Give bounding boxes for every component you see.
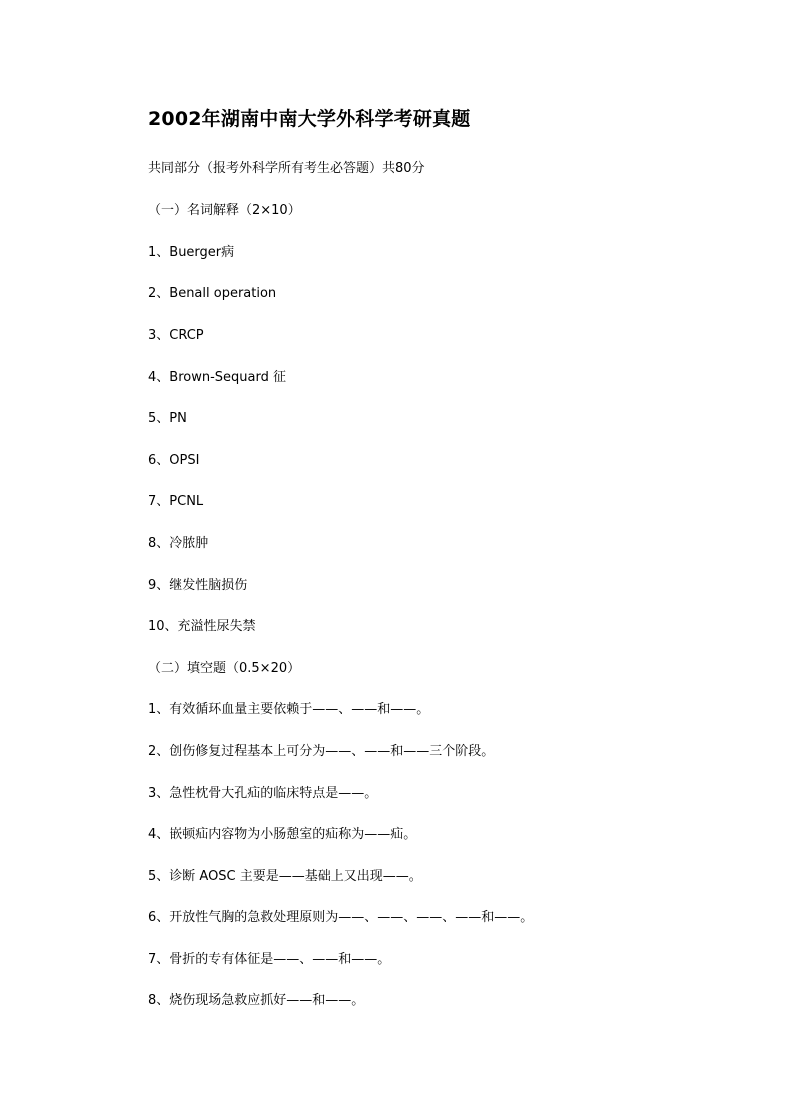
part2-item: 7、骨折的专有体征是——、——和——。 [148,952,391,967]
section-header: 共同部分（报考外科学所有考生必答题）共80分 [148,161,425,176]
part2-item: 5、诊断 AOSC 主要是——基础上又出现——。 [148,869,422,884]
part2-item: 4、嵌顿疝内容物为小肠憩室的疝称为——疝。 [148,827,417,842]
part1-item: 1、Buerger病 [148,245,235,260]
part1-item: 7、PCNL [148,494,204,509]
part1-item: 10、充溢性尿失禁 [148,619,256,634]
part1-item: 4、Brown-Sequard 征 [148,370,286,385]
part2-item: 1、有效循环血量主要依赖于——、——和——。 [148,702,430,717]
part2-item: 8、烧伤现场急救应抓好——和——。 [148,993,365,1008]
part2-heading: （二）填空题（0.5×20） [148,661,301,676]
part1-item: 5、PN [148,411,187,426]
part1-heading: （一）名词解释（2×10） [148,203,301,218]
part1-item: 2、Benall operation [148,286,277,301]
part1-item: 6、OPSI [148,453,200,468]
part2-item: 3、急性枕骨大孔疝的临床特点是——。 [148,786,378,801]
part2-item: 2、创伤修复过程基本上可分为——、——和——三个阶段。 [148,744,495,759]
part1-item: 9、继发性脑损伤 [148,578,248,593]
part2-item: 6、开放性气胸的急救处理原则为——、——、——、——和——。 [148,910,534,925]
part1-item: 8、冷脓肿 [148,536,209,551]
part1-item: 3、CRCP [148,328,204,343]
document-title: 2002年湖南中南大学外科学考研真题 [148,108,471,130]
